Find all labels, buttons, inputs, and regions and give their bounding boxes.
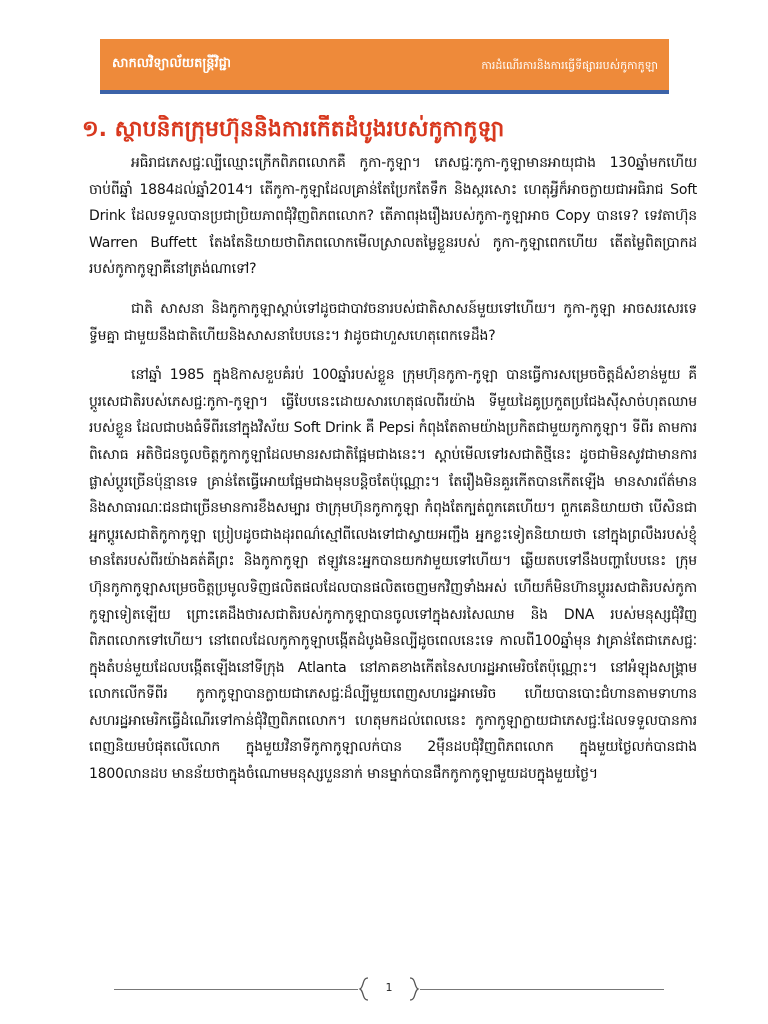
header-divider	[100, 90, 669, 94]
section-title: ១. ស្ថាបនិកក្រុមហ៊ុននិងការកើតដំបូងរបស់កូកាកូឡា	[82, 117, 505, 142]
footer-rule-left	[114, 989, 358, 990]
body-content	[89, 150, 697, 801]
paragraph-history: នៅឆ្នាំ 1985 ក្នុងឱកាសខួបគំរប់ 100ឆ្នាំរបស់ខ្លួន ក្រុមហ៊ុនកូកា-កូឡា បានធ្វើការសម្រេចចិត្តដ៏សំខាន់មួយ គឺប្តូរសេជាតិរបស់ភេសជ្ជៈកូកា-កូឡា។ ធ្វើបែបនេះដោយសារហេតុផលពីរយ៉ាង ទីមួយដៃគូប្រកួតប្រជែងស៊ីសាច់ហុតឈាមរបស់ខ្លួន ដែលជាបងធំទីពីរនៅក្នុងវិស័យ Soft Drink គឺ Pepsi កំពុងតែតាមយ៉ាងប្រកិតជាមួយកូកាកូឡា។ ទីពីរ តាមការពិសោធ អតិថិជនចូលចិត្តកូកាកូឡាដែលមានរសជាតិផ្អែមជាងនេះ។ ស្តាប់មើលទៅរសជាតិថ្មីនេះ ដូចជាមិនសូវជាមានការផ្លាស់ប្តូរច្រើនប៉ុន្មានទេ គ្រាន់តែធ្វើអោយផ្អែមជាងមុនបន្តិចតែប៉ុណ្ណោះ។ តែរឿងមិនគួរកើតបានកើតឡើង មានសារព័ត៌មាន និងសាធារណៈជនជាច្រើនមានការខឹងសម្បារ ថាក្រុមហ៊ុនកូកាកូឡា កំពុងតែក្បត់ពួកគេហើយ។ ពួកគេនិយាយថា បើសិនជាអ្នកប្តូរសេជាតិកូកាកូឡា ប្រៀបដូចជាងដុរពណ៌ស្មៅពីលេងទៅជាស្វាយអញ្ជឹង អ្នកខ្លះទៀតនិយាយថា នៅក្នុងព្រលឹងរបស់ខ្ញុំមានតែរបស់ពីរយ៉ាងគត់គឺព្រះ និងកូកាកូឡា ឥឡូវនេះអ្នកបានយកវាមួយទៅហើយ។ ឆ្លើយតបទៅនឹងបញ្ហាបែបនេះ ក្រុមហ៊ុនកូកាកូឡាសម្រេចចិត្តប្រមូលទិញផលិតផលដែលបានផលិតចេញមកវិញទាំងអស់ ហើយក៏មិនហ៊ានប្តូររសជាតិរបស់កូកាកូឡាទៀតឡើយ ព្រោះគេដឹងថារសជាតិរបស់កូកាកូឡាបានចូលទៅក្នុងសរសៃឈាម និង DNA របស់មនុស្សជុំវិញពិភពលោកទៅហើយ។ នៅពេលដែលកូកាកូឡាបង្កើតដំបូងមិនល្បីដូចពេលនេះទេ កាលពី100ឆ្នាំមុន វាគ្រាន់តែជាភេសជ្ជៈក្នុងតំបន់មួយដែលបង្កើតឡើងនៅទីក្រុង Atlanta នៅភាគខាងកើតនៃសហរដ្ឋអាមេរិចតែប៉ុណ្ណោះ។ នៅអំឡុងសង្គ្រាមលោកលើកទីពីរ កូកាកូឡាបានក្លាយជាភេសជ្ជៈដ៏ល្បីមួយពេញសហរដ្ឋអាមេរិច ហើយបានបោះជំហានតាមទាហានសហរដ្ឋអាមេរិកធ្វើដំណើរទៅកាន់ជុំវិញពិភពលោក។ ហេតុមកដល់ពេលនេះ កូកាកូឡាក្លាយជាភេសជ្ជៈដែលទទួលបានការពេញនិយមបំផុតលើលោក ក្នុងមួយវិនាទីកូកាកូឡាលក់បាន 2ម៉ឺនដបជុំវិញពិភពលោក ក្នុងមួយថ្ងៃលក់បានជាង 1800លានដប មានន័យថាក្នុងចំណោមមនុស្សបួននាក់ មានម្នាក់បានផឹកកូកាកូឡាមួយដបក្នុងមួយថ្ងៃ។	[89, 367, 697, 783]
paragraph-intro: អធិរាជភេសជ្ជៈល្បីឈ្មោះក្រើកពិភពលោកគឺ កូកា-កូឡា។ ភេសជ្ជៈកូកា-កូឡាមានអាយុជាង 130ឆ្នាំមកហើយ ចាប់ពីឆ្នាំ 1884ដល់ឆ្នាំ2014។ តើកូកា-កូឡាដែលគ្រាន់តែប្រែកតែទឹក និងស្ករសោះ ហេតុអ្វីក៏អាចក្លាយជាអធិរាជ Soft Drink ដែលទទួលបានប្រជាប្រិយភាពជុំវិញពិភពលោក? តើភាពរុងរឿងរបស់កូកា-កូឡាអាច Copy បានទេ? ទេវតាហ៊ុន Warren Buffett តែងតែនិយាយថាពិភពលោកមើលស្រាលតម្លៃខ្លួនរបស់ កូកា-កូឡាពេកហើយ តើតម្លៃពិតប្រាកដរបស់កូកាកូឡាគឺនៅត្រង់ណាទៅ?	[89, 155, 697, 278]
header-document-subtitle: ការដំណើរការនិងការធ្វើទីផ្សាររបស់កូកាកូឡា	[481, 59, 658, 72]
paragraph-nation-religion: ជាតិ សាសនា និងកូកាកូឡាស្តាប់ទៅដូចជាបាវចនារបស់ជាតិសាសន៍មួយទៅហើយ។ កូកា-កូឡា អាចសរសេរទេទ្វីមគ្នា ជាមួយនឹងជាតិហើយនិងសាសនាបែបនេះ។ វាដូចជាហួសហេតុពេកទេដឹង?	[89, 300, 697, 344]
page-number: 1	[385, 981, 393, 994]
header-university-name: សាកលវិទ្យាល័យតន្ត្រីវិជ្ជា	[112, 56, 231, 71]
page-number-frame	[358, 975, 420, 1003]
footer-rule-right	[420, 989, 664, 990]
